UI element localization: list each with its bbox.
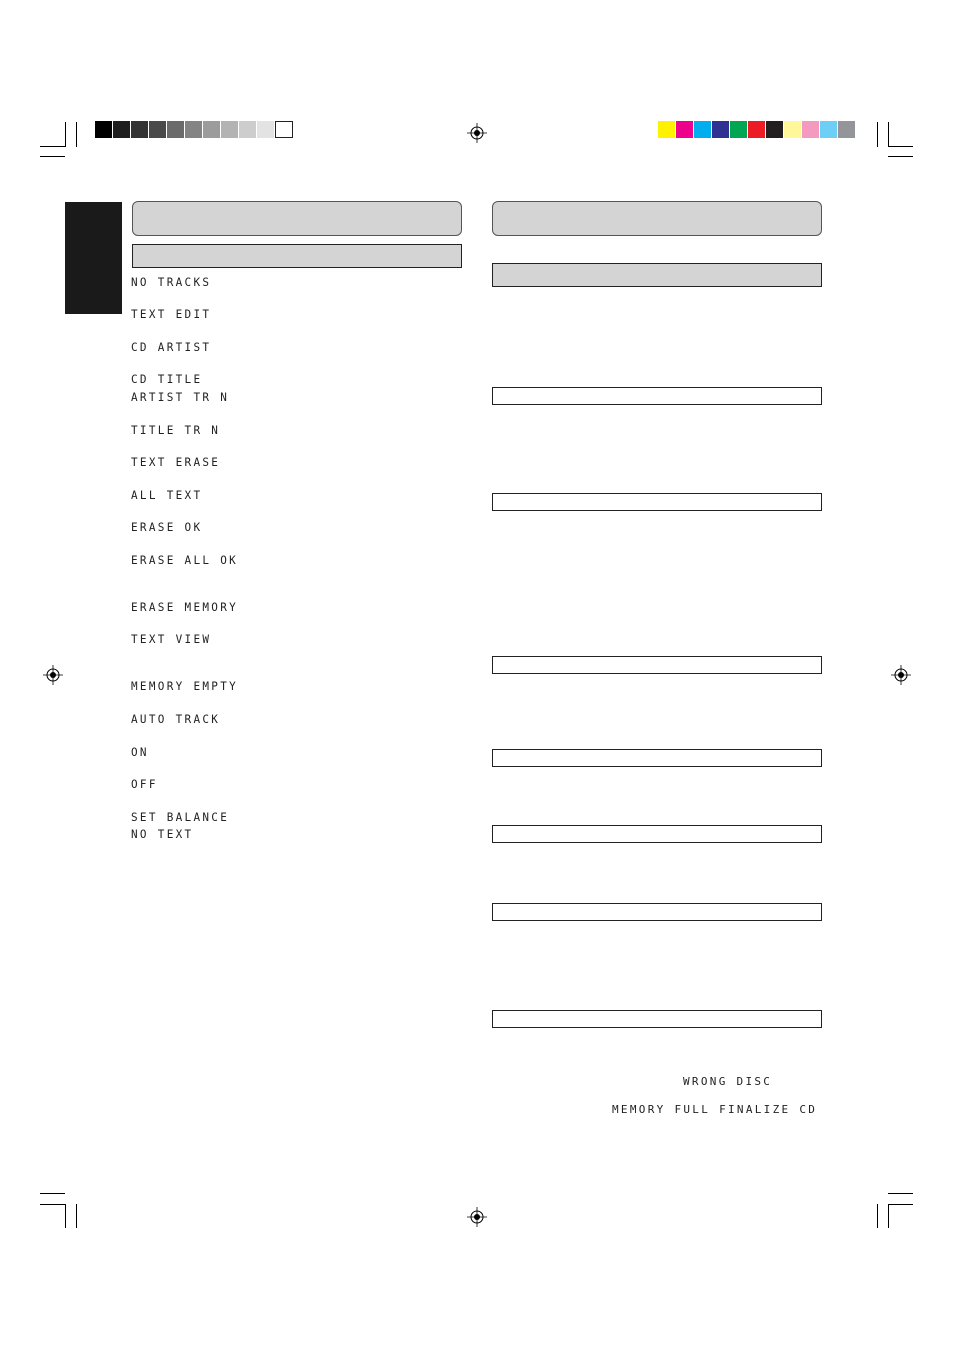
- display-message: ON: [131, 745, 149, 760]
- color-swatch: [748, 121, 766, 138]
- color-swatch: [239, 121, 257, 138]
- display-message: CD TITLE: [131, 372, 203, 387]
- color-swatch: [730, 121, 748, 138]
- crop-mark: [65, 122, 66, 147]
- color-swatch: [113, 121, 131, 138]
- display-message: TEXT EDIT: [131, 307, 212, 322]
- color-swatch: [658, 121, 676, 138]
- color-swatch: [221, 121, 239, 138]
- crop-mark: [40, 156, 65, 157]
- right-subheading-bar: [492, 263, 822, 287]
- message-box: [492, 903, 822, 921]
- crop-mark: [877, 1204, 878, 1228]
- color-swatch: [167, 121, 185, 138]
- display-message: ALL TEXT: [131, 488, 203, 503]
- registration-mark-icon: [891, 665, 911, 685]
- color-swatch: [95, 121, 113, 138]
- crop-mark: [888, 122, 889, 147]
- crop-mark: [76, 1204, 77, 1228]
- left-section-header: [132, 201, 462, 236]
- display-message: TEXT ERASE: [131, 455, 221, 470]
- crop-mark: [888, 156, 913, 157]
- color-swatch: [784, 121, 802, 138]
- display-message: OFF: [131, 777, 158, 792]
- crop-mark: [40, 1193, 65, 1194]
- language-side-tab: [65, 202, 122, 314]
- color-swatch: [676, 121, 694, 138]
- color-swatch: [131, 121, 149, 138]
- display-message: NO TEXT: [131, 827, 194, 842]
- color-swatch: [712, 121, 730, 138]
- display-message: ERASE ALL OK: [131, 553, 239, 568]
- crop-mark: [888, 1204, 889, 1228]
- crop-mark: [888, 1193, 913, 1194]
- display-message: SET BALANCE: [131, 810, 230, 825]
- crop-mark: [40, 1204, 65, 1205]
- registration-mark-icon: [467, 1207, 487, 1227]
- message-box: [492, 656, 822, 674]
- crop-mark: [877, 122, 878, 147]
- display-message: TEXT VIEW: [131, 632, 212, 647]
- message-box: [492, 387, 822, 405]
- color-swatch: [838, 121, 856, 138]
- color-swatch: [185, 121, 203, 138]
- crop-mark: [888, 146, 913, 147]
- color-swatch: [203, 121, 221, 138]
- display-message: ARTIST TR N: [131, 390, 230, 405]
- message-box: [492, 1010, 822, 1028]
- display-message: ERASE MEMORY: [131, 600, 239, 615]
- crop-mark: [40, 146, 65, 147]
- color-swatch: [766, 121, 784, 138]
- color-calibration-strip: [658, 121, 856, 138]
- crop-mark: [76, 122, 77, 147]
- registration-mark-icon: [43, 665, 63, 685]
- display-message: NO TRACKS: [131, 275, 212, 290]
- color-swatch: [149, 121, 167, 138]
- color-swatch: [257, 121, 275, 138]
- crop-mark: [888, 1204, 913, 1205]
- message-box: [492, 825, 822, 843]
- display-message: MEMORY EMPTY: [131, 679, 239, 694]
- display-message: AUTO TRACK: [131, 712, 221, 727]
- message-box: [492, 749, 822, 767]
- message-box: [492, 493, 822, 511]
- crop-mark: [65, 1204, 66, 1228]
- display-message: WRONG DISC: [683, 1075, 773, 1088]
- display-message: CD ARTIST: [131, 340, 212, 355]
- gray-calibration-strip: [95, 121, 293, 138]
- right-section-header: [492, 201, 822, 236]
- color-swatch: [694, 121, 712, 138]
- display-message: MEMORY FULL FINALIZE CD: [612, 1103, 818, 1116]
- registration-mark-icon: [467, 123, 487, 143]
- color-swatch: [820, 121, 838, 138]
- color-swatch: [802, 121, 820, 138]
- display-message: TITLE TR N: [131, 423, 221, 438]
- display-message: ERASE OK: [131, 520, 203, 535]
- left-subheading-bar: [132, 244, 462, 268]
- color-swatch: [275, 121, 293, 138]
